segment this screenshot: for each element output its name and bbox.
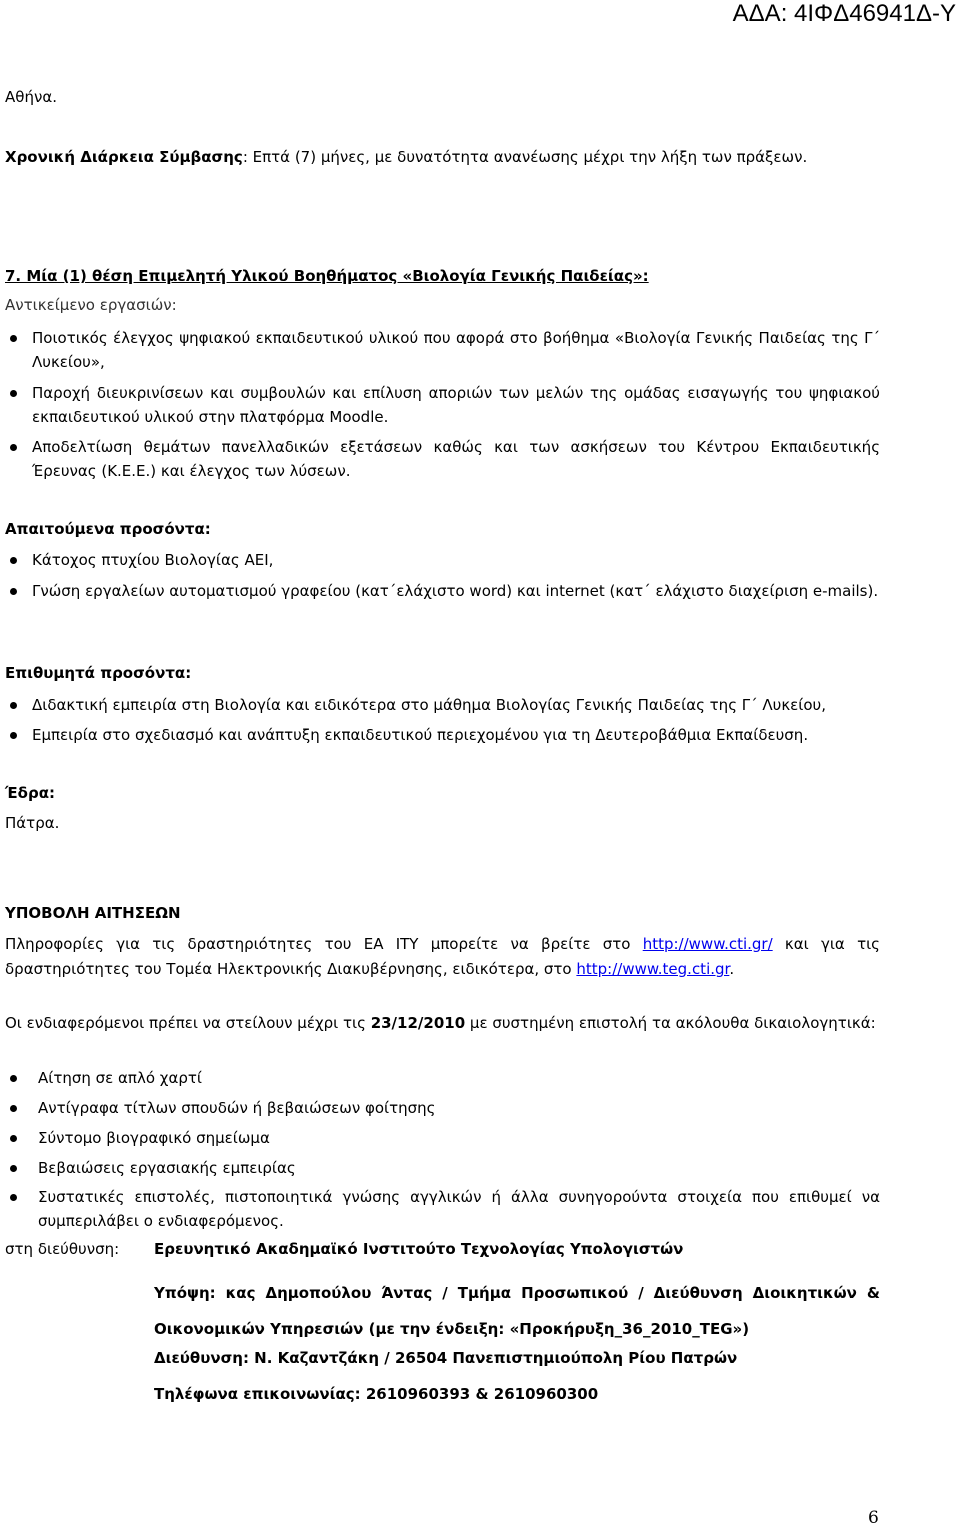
bullet-icon: [10, 444, 17, 451]
tasks-heading-text: Αντικείμενο εργασιών:: [5, 296, 177, 314]
deadline-text-1: Οι ενδιαφερόμενοι πρέπει να στείλουν μέχρι τις: [5, 1014, 366, 1032]
desired-text: Εμπειρία στο σχεδιασμό και ανάπτυξη εκπαιδευτικού περιεχομένου για τη Δευτεροβάθμια Εκπαίδευση.: [32, 726, 809, 744]
deadline-paragraph: [5, 1011, 880, 1036]
bullet-icon: [10, 1194, 17, 1201]
info-end: .: [729, 960, 735, 978]
address-institute: Ερευνητικό Ακαδημαϊκό Ινστιτούτο Τεχνολογίας Υπολογιστών: [154, 1240, 684, 1258]
document-text: Αντίγραφα τίτλων σπουδών ή βεβαιώσεων φοίτησης: [38, 1099, 436, 1117]
deadline-text-2: με συστημένη επιστολή τα ακόλουθα δικαιολογητικά:: [469, 1014, 876, 1032]
document-text: Αίτηση σε απλό χαρτί: [38, 1069, 202, 1087]
desired-text: Διδακτική εμπειρία στη Βιολογία και ειδικότερα στο μάθημα Βιολογίας Γενικής Παιδείας της Γ΄ Λυκείου,: [32, 696, 826, 714]
address-label: στη διεύθυνση:: [5, 1240, 120, 1258]
ada-code: ΑΔΑ: 4ΙΦΔ46941Δ-Υ: [732, 0, 956, 27]
info-text-2: και για τις δραστηριότητες του Τομέα Ηλεκτρονικής Διακυβέρνησης, ειδικότερα, στο: [5, 935, 880, 978]
page-number: 6: [868, 1508, 879, 1528]
cti-link[interactable]: http://www.cti.gr/: [642, 935, 773, 953]
document-text: Συστατικές επιστολές, πιστοποιητικά γνώσης αγγλικών ή άλλα συνηγορούντα στοιχεία που επιθυμεί να συμπεριλάβει ο ενδιαφερόμενος.: [38, 1188, 880, 1230]
tasks-heading: [5, 296, 177, 314]
bullet-icon: [10, 390, 17, 397]
document-text: Βεβαιώσεις εργασιακής εμπειρίας: [38, 1159, 296, 1177]
bullet-icon: [10, 1105, 17, 1112]
seat-heading: Έδρα:: [5, 784, 56, 802]
task-text: Ποιοτικός έλεγχος ψηφιακού εκπαιδευτικού υλικού που αφορά στο βοήθημα «Βιολογία Γενικής Παιδείας της Γ΄ Λυκείου»,: [32, 329, 880, 371]
bullet-icon: [10, 1135, 17, 1142]
info-text-1: Πληροφορίες για τις δραστηριότητες του ΕΑ ΙΤΥ μπορείτε να βρείτε στο: [5, 935, 631, 953]
info-paragraph: [5, 932, 880, 982]
teg-link[interactable]: http://www.teg.cti.gr: [576, 960, 730, 978]
position-title: [5, 267, 649, 285]
desired-heading: Επιθυμητά προσόντα:: [5, 664, 192, 682]
bullet-icon: [10, 588, 17, 595]
address-street: Διεύθυνση: Ν. Καζαντζάκη / 26504 Πανεπιστημιούπολη Ρίου Πατρών: [154, 1349, 738, 1367]
bullet-icon: [10, 557, 17, 564]
bullet-icon: [10, 335, 17, 342]
bullet-icon: [10, 1075, 17, 1082]
address-phones: Τηλέφωνα επικοινωνίας: 2610960393 & 2610960300: [154, 1385, 599, 1403]
bullet-icon: [10, 732, 17, 739]
duration-label: Χρονική Διάρκεια Σύμβασης: [5, 148, 243, 166]
task-text: Παροχή διευκρινίσεων και συμβουλών και επίλυση αποριών των μελών της ομάδας εισαγωγής του ψηφιακού εκπαιδευτικού υλικού στην πλατφόρμα Moodle.: [32, 384, 880, 426]
submission-heading: ΥΠΟΒΟΛΗ ΑΙΤΗΣΕΩΝ: [5, 904, 181, 922]
required-text: Γνώση εργαλείων αυτοματισμού γραφείου (κατ΄ελάχιστο word) και internet (κατ΄ ελάχιστο διαχείριση e-mails).: [32, 582, 879, 600]
document-text: Σύντομο βιογραφικό σημείωμα: [38, 1129, 270, 1147]
duration-text: : Επτά (7) μήνες, με δυνατότητα ανανέωσης μέχρι την λήξη των πράξεων.: [242, 148, 808, 166]
address-attention: Υπόψη: κας Δημοπούλου Άντας / Τμήμα Προσωπικού / Διεύθυνση Διοικητικών & Οικονομικών Υπηρεσιών (με την ένδειξη: «Προκήρυξη_36_2010_TEG»): [154, 1284, 880, 1338]
contract-duration: [5, 148, 807, 166]
required-text: Κάτοχος πτυχίου Βιολογίας ΑΕΙ,: [32, 551, 274, 569]
seat-value: Πάτρα.: [5, 814, 60, 832]
deadline-date: 23/12/2010: [370, 1014, 466, 1032]
position-title-text: 7. Μία (1) θέση Επιμελητή Υλικού Βοηθήματος «Βιολογία Γενικής Παιδείας»:: [5, 267, 649, 285]
bullet-icon: [10, 1165, 17, 1172]
required-heading: Απαιτούμενα προσόντα:: [5, 520, 211, 538]
task-text: Αποδελτίωση θεμάτων πανελλαδικών εξετάσεων καθώς και των ασκήσεων του Κέντρου Εκπαιδευτικής Έρευνας (Κ.Ε.Ε.) και έλεγχος των λύσεων.: [32, 438, 880, 480]
bullet-icon: [10, 702, 17, 709]
city: Αθήνα.: [5, 88, 57, 106]
